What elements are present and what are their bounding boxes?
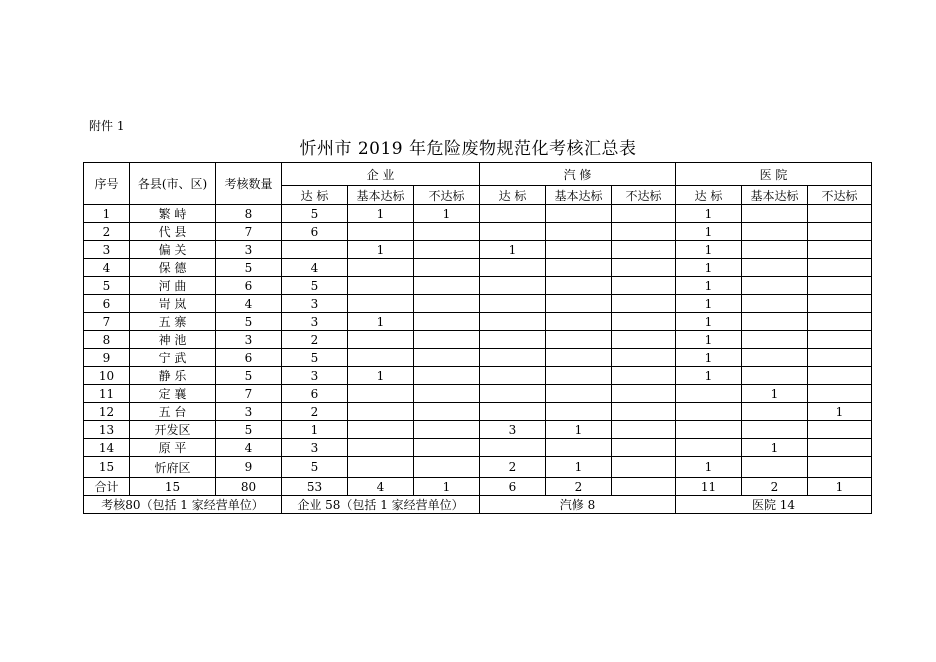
table-cell [480, 403, 546, 421]
total-cell: 15 [130, 478, 216, 496]
table-cell: 1 [414, 205, 480, 223]
table-cell [414, 421, 480, 439]
table-cell [546, 259, 612, 277]
header-seq: 序号 [84, 163, 130, 205]
table-cell [282, 241, 348, 259]
summary-table [83, 162, 872, 514]
table-cell: 2 [282, 331, 348, 349]
table-cell [348, 259, 414, 277]
total-cell: 11 [676, 478, 742, 496]
table-cell [546, 331, 612, 349]
table-cell: 1 [546, 421, 612, 439]
table-cell [546, 205, 612, 223]
table-cell: 1 [546, 457, 612, 478]
table-cell: 定 襄 [130, 385, 216, 403]
table-cell: 1 [676, 241, 742, 259]
table-cell: 5 [84, 277, 130, 295]
table-cell: 3 [216, 241, 282, 259]
table-cell: 1 [348, 241, 414, 259]
table-cell [414, 223, 480, 241]
table-cell [480, 223, 546, 241]
table-cell: 8 [84, 331, 130, 349]
table-row [84, 385, 872, 403]
table-cell [808, 457, 872, 478]
header-group-auto-repair: 汽 修 [480, 163, 676, 186]
table-cell: 6 [84, 295, 130, 313]
table-cell [612, 241, 676, 259]
table-cell [808, 223, 872, 241]
table-cell: 1 [676, 223, 742, 241]
table-cell: 5 [282, 277, 348, 295]
total-cell: 53 [282, 478, 348, 496]
table-row [84, 331, 872, 349]
header-sub-pass: 达 标 [480, 186, 546, 205]
table-cell: 4 [216, 439, 282, 457]
header-sub-pass: 达 标 [676, 186, 742, 205]
footer-row [84, 496, 872, 514]
table-cell [414, 295, 480, 313]
table-cell [546, 241, 612, 259]
table-cell [808, 439, 872, 457]
table-cell: 7 [216, 385, 282, 403]
table-body [84, 205, 872, 478]
table-cell: 1 [348, 367, 414, 385]
table-cell [348, 223, 414, 241]
table-cell: 2 [480, 457, 546, 478]
table-cell: 5 [216, 367, 282, 385]
table-cell [612, 421, 676, 439]
table-cell: 3 [282, 295, 348, 313]
table-cell [414, 349, 480, 367]
table-cell: 3 [282, 367, 348, 385]
footer-hospital-note: 医院 14 [676, 496, 872, 514]
header-sub-basic-pass: 基本达标 [742, 186, 808, 205]
table-cell: 8 [216, 205, 282, 223]
table-cell: 五 台 [130, 403, 216, 421]
table-cell [612, 313, 676, 331]
table-cell [348, 295, 414, 313]
table-cell [414, 403, 480, 421]
table-row [84, 241, 872, 259]
table-cell: 3 [216, 331, 282, 349]
total-row [84, 478, 872, 496]
table-row [84, 457, 872, 478]
table-cell: 3 [282, 313, 348, 331]
table-cell: 3 [282, 439, 348, 457]
table-cell: 1 [348, 205, 414, 223]
table-cell [742, 457, 808, 478]
table-cell [348, 385, 414, 403]
table-cell [742, 403, 808, 421]
table-cell: 1 [742, 385, 808, 403]
table-cell [742, 223, 808, 241]
table-cell: 4 [282, 259, 348, 277]
table-cell [348, 331, 414, 349]
page-title: 忻州市 2019 年危险废物规范化考核汇总表 [299, 139, 637, 159]
table-cell [808, 331, 872, 349]
table-cell: 1 [676, 277, 742, 295]
table-cell: 6 [282, 385, 348, 403]
table-cell [742, 295, 808, 313]
header-sub-fail: 不达标 [414, 186, 480, 205]
table-cell: 河 曲 [130, 277, 216, 295]
total-label: 合计 [84, 478, 130, 496]
table-cell [808, 421, 872, 439]
table-cell [480, 205, 546, 223]
table-cell [676, 421, 742, 439]
table-cell: 原 平 [130, 439, 216, 457]
table-cell: 3 [84, 241, 130, 259]
table-cell: 偏 关 [130, 241, 216, 259]
table-cell [414, 367, 480, 385]
table-cell [742, 277, 808, 295]
table-cell [546, 385, 612, 403]
table-cell: 1 [480, 241, 546, 259]
table-cell: 岢 岚 [130, 295, 216, 313]
header-group-hospital: 医 院 [676, 163, 872, 186]
total-cell: 80 [216, 478, 282, 496]
header-sub-fail: 不达标 [612, 186, 676, 205]
table-cell [546, 349, 612, 367]
table-cell: 1 [676, 457, 742, 478]
table-cell [676, 385, 742, 403]
table-row [84, 313, 872, 331]
table-cell [808, 241, 872, 259]
table-cell [480, 313, 546, 331]
table-cell [612, 331, 676, 349]
header-sub-fail: 不达标 [808, 186, 872, 205]
footer-enterprise-note: 企业 58（包括 1 家经营单位） [282, 496, 480, 514]
table-cell [348, 439, 414, 457]
table-cell: 3 [216, 403, 282, 421]
table-cell [612, 223, 676, 241]
table-cell [480, 349, 546, 367]
table-cell: 2 [282, 403, 348, 421]
header-row-groups [84, 163, 872, 186]
table-cell: 14 [84, 439, 130, 457]
table-cell [612, 367, 676, 385]
table-cell: 开发区 [130, 421, 216, 439]
table-cell [546, 313, 612, 331]
table-cell: 静 乐 [130, 367, 216, 385]
table-cell [414, 259, 480, 277]
table-cell: 6 [216, 349, 282, 367]
table-cell [348, 403, 414, 421]
table-cell [546, 439, 612, 457]
table-cell: 9 [84, 349, 130, 367]
table-row [84, 421, 872, 439]
table-cell: 9 [216, 457, 282, 478]
total-cell: 4 [348, 478, 414, 496]
table-cell [612, 205, 676, 223]
table-cell: 1 [676, 331, 742, 349]
table-cell [808, 385, 872, 403]
footer-auto-repair-note: 汽修 8 [480, 496, 676, 514]
total-cell [612, 478, 676, 496]
table-row [84, 367, 872, 385]
table-row [84, 277, 872, 295]
table-cell: 1 [282, 421, 348, 439]
footer-total-note: 考核80（包括 1 家经营单位） [84, 496, 282, 514]
table-cell: 繁 峙 [130, 205, 216, 223]
table-cell [808, 313, 872, 331]
total-cell: 1 [414, 478, 480, 496]
total-cell: 1 [808, 478, 872, 496]
table-cell [808, 277, 872, 295]
table-cell: 4 [84, 259, 130, 277]
table-cell: 1 [676, 313, 742, 331]
table-cell [742, 349, 808, 367]
table-cell [480, 385, 546, 403]
table-cell [742, 241, 808, 259]
table-cell [348, 421, 414, 439]
header-sub-basic-pass: 基本达标 [348, 186, 414, 205]
table-cell [808, 295, 872, 313]
table-row [84, 295, 872, 313]
table-cell [414, 331, 480, 349]
table-cell: 6 [216, 277, 282, 295]
table-cell [742, 313, 808, 331]
table-cell [612, 349, 676, 367]
table-cell: 1 [676, 295, 742, 313]
table-cell: 2 [84, 223, 130, 241]
table-cell [414, 385, 480, 403]
table-cell: 宁 武 [130, 349, 216, 367]
attachment-label: 附件 1 [89, 119, 125, 133]
table-cell: 15 [84, 457, 130, 478]
table-cell: 保 德 [130, 259, 216, 277]
table-cell: 五 寨 [130, 313, 216, 331]
table-cell [742, 205, 808, 223]
table-cell [414, 241, 480, 259]
table-cell: 1 [808, 403, 872, 421]
table-cell [612, 259, 676, 277]
table-cell [612, 385, 676, 403]
table-cell: 5 [282, 457, 348, 478]
table-cell [612, 295, 676, 313]
total-cell: 2 [742, 478, 808, 496]
table-cell: 5 [282, 349, 348, 367]
table-cell: 1 [84, 205, 130, 223]
table-cell: 7 [84, 313, 130, 331]
table-cell [480, 259, 546, 277]
table-cell: 1 [676, 349, 742, 367]
table-row [84, 259, 872, 277]
table-cell [546, 295, 612, 313]
table-cell [676, 439, 742, 457]
table-cell [742, 421, 808, 439]
table-cell [348, 277, 414, 295]
table-cell [612, 457, 676, 478]
table-cell [742, 331, 808, 349]
table-cell: 7 [216, 223, 282, 241]
table-row [84, 403, 872, 421]
table-cell: 4 [216, 295, 282, 313]
table-cell [414, 457, 480, 478]
header-sub-basic-pass: 基本达标 [546, 186, 612, 205]
table-cell [348, 349, 414, 367]
table-cell: 3 [480, 421, 546, 439]
total-cell: 2 [546, 478, 612, 496]
table-row [84, 223, 872, 241]
table-cell [676, 403, 742, 421]
table-cell: 6 [282, 223, 348, 241]
header-county: 各县(市、区) [130, 163, 216, 205]
table-cell [480, 367, 546, 385]
header-group-enterprise: 企 业 [282, 163, 480, 186]
table-row [84, 205, 872, 223]
table-cell: 13 [84, 421, 130, 439]
table-cell [480, 331, 546, 349]
table-cell: 5 [216, 313, 282, 331]
table-cell [612, 439, 676, 457]
table-cell [742, 367, 808, 385]
table-cell: 1 [676, 367, 742, 385]
table-cell [546, 223, 612, 241]
table-row [84, 439, 872, 457]
total-cell: 6 [480, 478, 546, 496]
table-cell: 5 [216, 421, 282, 439]
header-count: 考核数量 [216, 163, 282, 205]
table-row [84, 349, 872, 367]
table-cell [546, 403, 612, 421]
table-cell: 5 [216, 259, 282, 277]
table-cell [808, 259, 872, 277]
table-cell [808, 367, 872, 385]
table-cell [742, 259, 808, 277]
table-cell [480, 439, 546, 457]
table-cell: 5 [282, 205, 348, 223]
table-cell: 神 池 [130, 331, 216, 349]
table-cell [612, 277, 676, 295]
table-cell [612, 403, 676, 421]
table-cell: 忻府区 [130, 457, 216, 478]
table-cell [480, 295, 546, 313]
table-cell: 1 [742, 439, 808, 457]
table-cell [546, 277, 612, 295]
table-cell [808, 205, 872, 223]
table-cell: 12 [84, 403, 130, 421]
table-cell [348, 457, 414, 478]
header-sub-pass: 达 标 [282, 186, 348, 205]
table-cell: 10 [84, 367, 130, 385]
table-cell: 11 [84, 385, 130, 403]
table-cell: 1 [348, 313, 414, 331]
table-cell: 1 [676, 259, 742, 277]
table-cell [480, 277, 546, 295]
table-cell [414, 439, 480, 457]
table-cell [414, 277, 480, 295]
table-cell: 代 县 [130, 223, 216, 241]
table-cell [546, 367, 612, 385]
table-cell [414, 313, 480, 331]
table-cell [808, 349, 872, 367]
table-cell: 1 [676, 205, 742, 223]
